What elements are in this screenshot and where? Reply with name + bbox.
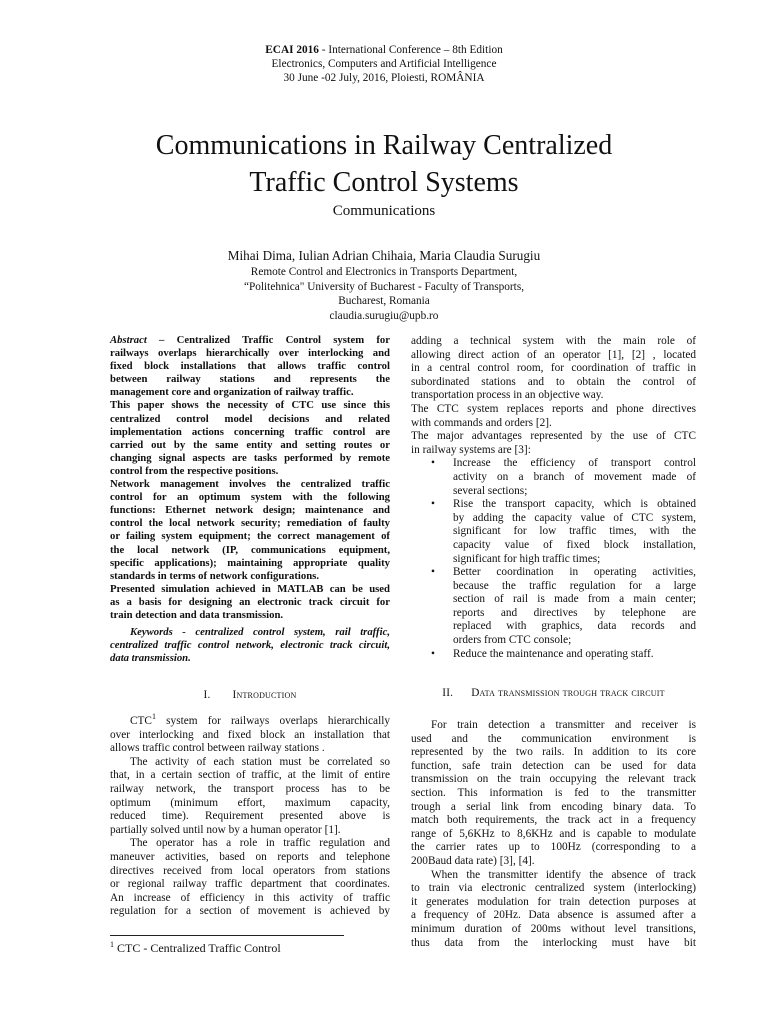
body-line: allows traffic control between railway stations . <box>110 742 325 755</box>
body-line: railway network, the transport process has to be <box>110 782 390 795</box>
list-item: • Better coordination in operating activities, because the traffic regulation for a large section of rail is made from a main center; reports and directives by telephone are replaced with graphics, data records and orders from CTC console; <box>431 566 696 647</box>
list-item: • Increase the efficiency of transport control activity on a branch of movement made of several sections; <box>431 457 696 497</box>
body-line: with commands and orders [2]. <box>411 416 552 429</box>
body-line: trough a serial link from encoding binary data. To <box>411 800 696 813</box>
ctc-abbrev: CTC <box>130 715 152 727</box>
paper-title <box>0 127 768 201</box>
body-line: The major advantages represented by the use of CTC <box>411 430 696 443</box>
body-line: subordinated stations and to obtain the control of <box>411 375 696 388</box>
keywords-line: Keywords - centralized control system, rail traffic, <box>130 626 390 638</box>
footnote-text: CTC - Centralized Traffic Control <box>114 941 281 955</box>
abstract-line: fixed block installations that allows traffic control <box>110 360 390 373</box>
list-item: • Rise the transport capacity, which is obtained by adding the capacity value of CTC system, significant for low traffic times, with the capacity value of fixed block installation, significant for high traffic times; <box>431 498 696 565</box>
keywords-line: centralized traffic control network, electronic track circuit, <box>110 639 390 652</box>
right-column-body <box>411 719 696 950</box>
body-line: For train detection a transmitter and receiver is <box>431 719 696 731</box>
abstract <box>110 334 390 622</box>
bullet-icon: • <box>431 498 435 511</box>
conference-subject: Electronics, Computers and Artificial Intelligence <box>271 58 497 70</box>
keywords <box>110 626 390 665</box>
paper-subtitle: Communications <box>332 203 436 219</box>
section-title: Data transmission trough track circuit <box>471 687 665 699</box>
advantages-list <box>411 457 696 661</box>
affiliation-line: “Politehnica" University of Bucharest - Faculty of Transports, <box>243 280 525 293</box>
section-heading-introduction <box>110 689 390 701</box>
paper-title-line-2: Traffic Control Systems <box>249 167 519 198</box>
body-line: in railway systems are [3]: <box>411 443 531 456</box>
abstract-line: – Centralized Traffic Control system for <box>146 334 390 346</box>
body-line: reduced time). Requirement presented above is <box>110 810 390 823</box>
section-number: I. <box>203 689 211 701</box>
bullet-icon: • <box>431 647 435 660</box>
body-line: match both requirements, the track act in a frequency <box>411 814 696 827</box>
body-line: adding a technical system with the main role of <box>411 335 696 347</box>
author-affiliation <box>0 265 768 323</box>
footnote-mark: 1 <box>151 712 156 722</box>
abstract-line: control the local network security; remediation of faulty <box>110 517 390 530</box>
body-line: When the transmitter identify the absence of track <box>431 868 696 881</box>
introduction-body <box>110 712 390 919</box>
body-line: represented by the two rails. In addition to its core <box>411 746 696 759</box>
body-line: minimum duration of 200ms without level transitions, <box>411 922 696 935</box>
footnote-mark: 1 <box>110 940 114 949</box>
abstract-line: train detection and data transmission. <box>110 608 284 621</box>
conference-name: ECAI 2016 <box>265 44 319 56</box>
body-line: that, in a certain section of traffic, at the limit of entire <box>110 769 390 782</box>
paper-title-line-1: Communications in Railway Centralized <box>155 130 613 161</box>
abstract-line: control for an optimum system with the following <box>110 491 390 504</box>
abstract-line: as a basis for designing an electronic track circuit for <box>110 595 390 608</box>
abstract-line: Network management involves the centralized traffic <box>110 478 390 491</box>
section-title: Introduction <box>232 689 297 701</box>
body-line: a frequency of 20Hz. Data absence is assumed after a <box>411 909 696 922</box>
body-line: The CTC system replaces reports and phone directives <box>411 402 696 415</box>
section-heading-data-transmission <box>411 687 696 699</box>
body-line: partially solved until now by a human operator [1]. <box>110 823 341 836</box>
bullet-icon: • <box>431 457 435 470</box>
conference-dates: 30 June -02 July, 2016, Ploiesti, ROMÂNIA <box>283 72 485 84</box>
paper-authors: Mihai Dima, Iulian Adrian Chihaia, Maria Claudia Surugiu <box>227 248 541 263</box>
body-line: section. This information is fed to the transmitter <box>411 786 696 799</box>
abstract-line: control from the respective positions. <box>110 464 279 477</box>
abstract-line: functions: Ethernet network design; maintenance and <box>110 504 390 517</box>
affiliation-line: Remote Control and Electronics in Transports Department, <box>250 266 518 278</box>
conference-header <box>0 43 768 85</box>
body-line: over interlocking and fixed block an installation that <box>110 728 390 741</box>
body-line: optimum (minimum effort, maximum capacity, <box>110 796 390 809</box>
right-column-top <box>411 335 696 661</box>
body-line: range of 5,6KHz to 8,6KHz and is capable to modulate <box>411 827 696 840</box>
body-line: used and the communication environment is <box>411 732 696 745</box>
body-line: function, safe train detection can be used for data <box>411 759 696 772</box>
abstract-line: carried out by the same entity and setting routes or <box>110 438 390 451</box>
abstract-line: or failing system equipment; the correct management of <box>110 530 390 543</box>
body-line: or regional railway traffic department that coordinates. <box>110 878 390 891</box>
abstract-line: management core and organization of railway traffic. <box>110 386 354 399</box>
body-line: regulation for a section of movement is achieved by <box>110 905 390 918</box>
body-line: it generates modulation for train detection purposes at <box>411 895 696 908</box>
abstract-line: implementation actions concerning traffic control are <box>110 425 390 438</box>
abstract-line: standards in terms of network configurations. <box>110 569 320 582</box>
body-line: in a central control room, for coordination of traffic in <box>411 362 696 375</box>
footnote-rule <box>110 935 344 936</box>
conference-edition: - International Conference – 8th Edition <box>318 44 503 56</box>
abstract-line: specific applications); maintaining appropriate quality <box>110 556 390 569</box>
body-line: An increase of efficiency in this activity of traffic <box>110 891 390 904</box>
body-line: directives received from local operators from stations <box>110 864 390 877</box>
body-line: transmission on the train occupying the relevant track <box>411 773 696 786</box>
abstract-label: Abstract <box>110 334 147 346</box>
body-line: The operator has a role in traffic regulation and <box>130 837 390 850</box>
body-line: CTC$^1$ system for railways overlaps hierarchically <box>130 712 390 727</box>
section-number: II. <box>442 687 454 699</box>
conference-line <box>0 43 768 57</box>
keywords-line: data transmission. <box>110 652 191 665</box>
body-line: the carrier rates up to 100Hz (corresponding to a <box>411 841 696 854</box>
abstract-line: between railway stations and represents the <box>110 373 390 386</box>
abstract-line: changing signal aspects are tasks performed by remote <box>110 451 390 464</box>
body-line: thus data from the interlocking must have bit <box>411 936 696 949</box>
abstract-line: This paper shows the necessity of CTC use since this <box>110 399 390 412</box>
bullet-icon: • <box>431 566 435 579</box>
body-line: The activity of each station must be correlated so <box>130 755 390 768</box>
author-email: claudia.surugiu@upb.ro <box>329 309 439 322</box>
footnote <box>110 941 281 956</box>
abstract-line: centralized control model decisions and related <box>110 412 390 425</box>
abstract-line: railways overlaps hierarchically over interlocking and <box>110 347 390 360</box>
abstract-line: Presented simulation achieved in MATLAB can be used <box>110 582 390 595</box>
affiliation-line: Bucharest, Romania <box>338 295 430 308</box>
body-line: to train via electronic centralized system (interlocking) <box>411 882 696 895</box>
body-line: 200Baud data rate) [3], [4]. <box>411 854 535 867</box>
body-line: maneuver activities, based on reports and telephone <box>110 850 390 863</box>
body-line: transportation process in an objective way. <box>411 389 604 402</box>
abstract-line: the local network (IP, communications equipment, <box>110 543 390 556</box>
body-line: allowing direct action of an operator [1], [2] , located <box>411 348 696 361</box>
list-item: • Reduce the maintenance and operating staff. <box>431 647 654 660</box>
